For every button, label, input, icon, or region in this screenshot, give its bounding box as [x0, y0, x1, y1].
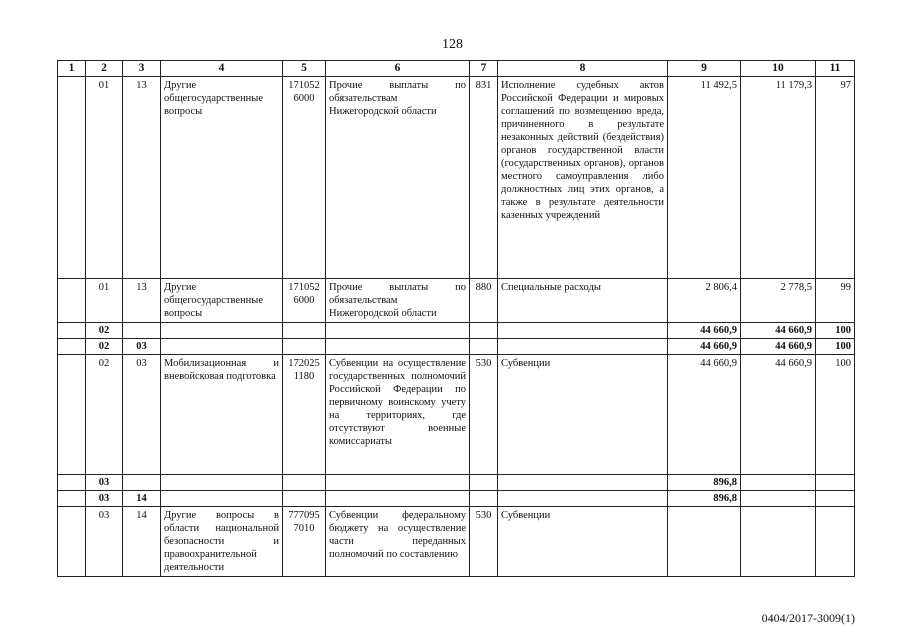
cell-expense-name — [498, 339, 668, 355]
cell-expense-code — [470, 475, 498, 491]
cell-percent — [816, 475, 855, 491]
column-header: 6 — [326, 61, 470, 77]
column-header: 1 — [58, 61, 86, 77]
table-row — [58, 339, 855, 355]
cell-section: 02 — [86, 355, 123, 475]
cell-plan: 44 660,9 — [668, 339, 741, 355]
column-header: 4 — [161, 61, 283, 77]
cell-col1 — [58, 339, 86, 355]
document-code: 0404/2017-3009(1) — [761, 611, 855, 625]
cell-percent: 99 — [816, 279, 855, 323]
cell-expense-name: Исполнение судебных актов Российской Федерации и мировых соглашений по возмещению вреда, причиненного в результате незаконных действий (бездействия) органов государственной власти (государственных органов), органов местного самоуправления либо должностных лиц этих органов, а также в результате деятельности казенных учреждений — [498, 77, 668, 279]
cell-percent: 100 — [816, 339, 855, 355]
cell-target-code: 171052 6000 — [283, 77, 326, 279]
cell-percent: 100 — [816, 323, 855, 339]
cell-col1 — [58, 507, 86, 577]
cell-actual: 44 660,9 — [741, 323, 816, 339]
cell-expense-code — [470, 323, 498, 339]
cell-section: 01 — [86, 77, 123, 279]
cell-actual: 44 660,9 — [741, 355, 816, 475]
cell-plan: 2 806,4 — [668, 279, 741, 323]
column-header: 11 — [816, 61, 855, 77]
cell-percent — [816, 491, 855, 507]
cell-expense-code: 530 — [470, 507, 498, 577]
cell-expense-code: 880 — [470, 279, 498, 323]
cell-target-name — [326, 491, 470, 507]
cell-plan: 896,8 — [668, 475, 741, 491]
cell-plan: 44 660,9 — [668, 323, 741, 339]
cell-target-code: 777095 7010 — [283, 507, 326, 577]
cell-target-code — [283, 475, 326, 491]
column-header: 10 — [741, 61, 816, 77]
cell-expense-code — [470, 491, 498, 507]
cell-expense-name: Специальные расходы — [498, 279, 668, 323]
cell-subsection-name — [161, 475, 283, 491]
column-header: 7 — [470, 61, 498, 77]
cell-expense-name: Субвенции — [498, 507, 668, 577]
column-header: 2 — [86, 61, 123, 77]
cell-subsection-name — [161, 323, 283, 339]
cell-subsection-name: Другие общегосударственные вопросы — [161, 279, 283, 323]
cell-target-name — [326, 323, 470, 339]
page-number: 128 — [442, 37, 463, 52]
column-header: 5 — [283, 61, 326, 77]
cell-actual — [741, 491, 816, 507]
cell-expense-name — [498, 475, 668, 491]
cell-col1 — [58, 323, 86, 339]
cell-percent: 100 — [816, 355, 855, 475]
cell-subsection: 13 — [123, 77, 161, 279]
column-header: 8 — [498, 61, 668, 77]
cell-col1 — [58, 77, 86, 279]
table-row — [58, 507, 855, 577]
cell-subsection: 14 — [123, 507, 161, 577]
table-row — [58, 77, 855, 279]
table-row — [58, 355, 855, 475]
table-row — [58, 279, 855, 323]
cell-actual — [741, 475, 816, 491]
cell-target-name: Субвенции федеральному бюджету на осуществление части переданных полномочий по составлению — [326, 507, 470, 577]
table-row — [58, 491, 855, 507]
cell-subsection-name: Другие общегосударственные вопросы — [161, 77, 283, 279]
cell-col1 — [58, 355, 86, 475]
cell-subsection-name: Мобилизационная и вневойсковая подготовка — [161, 355, 283, 475]
cell-plan: 896,8 — [668, 491, 741, 507]
cell-subsection — [123, 323, 161, 339]
cell-subsection: 03 — [123, 339, 161, 355]
cell-expense-code — [470, 339, 498, 355]
cell-subsection: 13 — [123, 279, 161, 323]
cell-section: 03 — [86, 475, 123, 491]
cell-target-code: 171052 6000 — [283, 279, 326, 323]
column-header: 3 — [123, 61, 161, 77]
cell-expense-code: 530 — [470, 355, 498, 475]
cell-plan: 11 492,5 — [668, 77, 741, 279]
cell-section: 02 — [86, 323, 123, 339]
cell-subsection — [123, 475, 161, 491]
cell-section: 03 — [86, 507, 123, 577]
cell-actual: 44 660,9 — [741, 339, 816, 355]
cell-target-code — [283, 339, 326, 355]
cell-col1 — [58, 491, 86, 507]
budget-table — [57, 60, 855, 577]
cell-target-name: Прочие выплаты по обязательствам Нижегородской области — [326, 77, 470, 279]
cell-expense-name — [498, 491, 668, 507]
cell-subsection-name — [161, 491, 283, 507]
cell-target-name — [326, 475, 470, 491]
cell-section: 03 — [86, 491, 123, 507]
cell-target-code — [283, 491, 326, 507]
cell-percent: 97 — [816, 77, 855, 279]
cell-target-name: Субвенции на осуществление государственных полномочий Российской Федерации по первичному воинскому учету на территориях, где отсутствуют военные комиссариаты — [326, 355, 470, 475]
column-header: 9 — [668, 61, 741, 77]
cell-target-name: Прочие выплаты по обязательствам Нижегородской области — [326, 279, 470, 323]
header-row — [58, 61, 855, 77]
cell-col1 — [58, 475, 86, 491]
cell-percent — [816, 507, 855, 577]
cell-actual: 11 179,3 — [741, 77, 816, 279]
cell-section: 01 — [86, 279, 123, 323]
cell-target-code — [283, 323, 326, 339]
cell-expense-name: Субвенции — [498, 355, 668, 475]
cell-section: 02 — [86, 339, 123, 355]
table-row — [58, 475, 855, 491]
cell-expense-name — [498, 323, 668, 339]
cell-subsection: 14 — [123, 491, 161, 507]
cell-col1 — [58, 279, 86, 323]
cell-expense-code: 831 — [470, 77, 498, 279]
table-row — [58, 323, 855, 339]
cell-actual — [741, 507, 816, 577]
cell-target-code: 172025 1180 — [283, 355, 326, 475]
cell-plan — [668, 507, 741, 577]
cell-subsection-name: Другие вопросы в области национальной безопасности и правоохранительной деятельности — [161, 507, 283, 577]
cell-target-name — [326, 339, 470, 355]
cell-plan: 44 660,9 — [668, 355, 741, 475]
cell-subsection: 03 — [123, 355, 161, 475]
cell-subsection-name — [161, 339, 283, 355]
cell-actual: 2 778,5 — [741, 279, 816, 323]
